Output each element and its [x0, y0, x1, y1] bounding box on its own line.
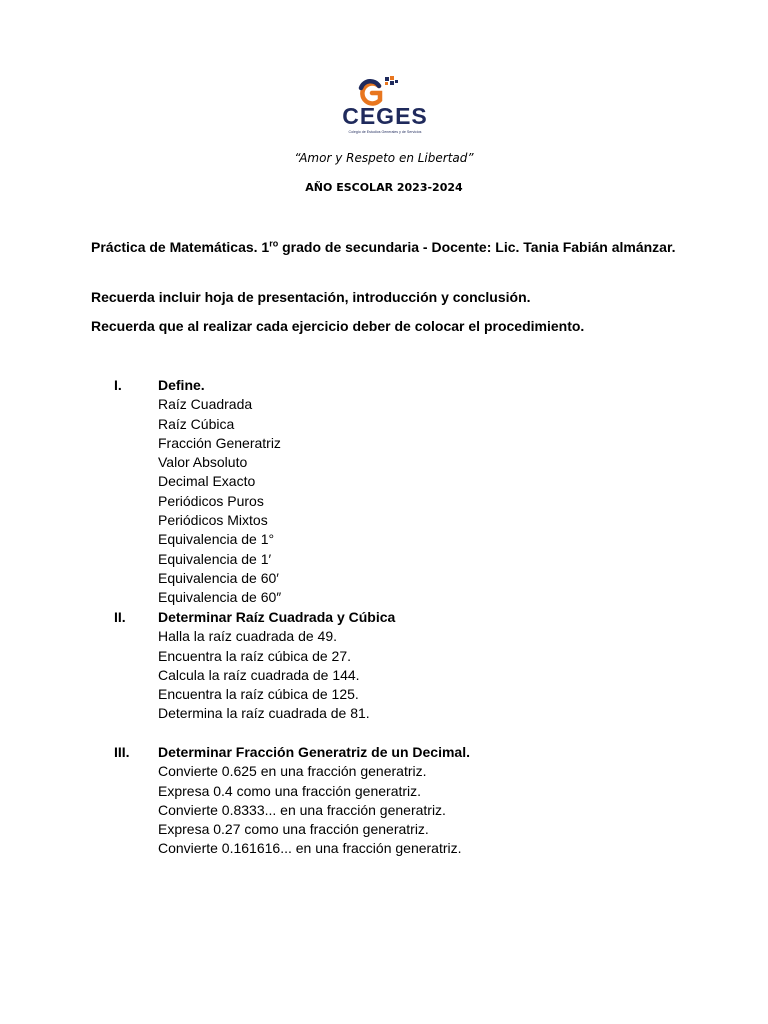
list-item: Equivalencia de 60″ — [158, 589, 282, 606]
list-item: Fracción Generatriz — [158, 434, 281, 451]
list-item: Determina la raíz cuadrada de 81. — [158, 705, 370, 722]
list-item: Calcula la raíz cuadrada de 144. — [158, 666, 360, 683]
school-year: AÑO ESCOLAR 2023-2024 — [305, 181, 463, 194]
list-item: Convierte 0.625 en una fracción generatriz. — [158, 763, 427, 780]
section-define — [158, 376, 718, 608]
section-generatrix — [158, 743, 718, 859]
list-item: Expresa 0.4 como una fracción generatriz. — [158, 782, 422, 799]
list-item: Encuentra la raíz cúbica de 27. — [158, 647, 352, 664]
list-item: Halla la raíz cuadrada de 49. — [158, 628, 337, 645]
list-item: Periódicos Mixtos — [158, 512, 268, 529]
list-item: Convierte 0.8333... en una fracción generatriz. — [158, 801, 446, 818]
logo-wordmark: CEGES — [342, 103, 428, 129]
list-item: Decimal Exacto — [158, 473, 256, 490]
section-title: Determinar Raíz Cuadrada y Cúbica — [158, 609, 396, 625]
school-motto: “Amor y Respeto en Libertad” — [294, 151, 474, 165]
list-item: Raíz Cúbica — [158, 415, 235, 432]
section-roots — [158, 608, 718, 724]
section-title: Determinar Fracción Generatriz de un Decimal. — [158, 744, 470, 760]
list-item: Periódicos Puros — [158, 492, 264, 509]
list-item: Equivalencia de 1° — [158, 531, 275, 548]
reminder-presentation: Recuerda incluir hoja de presentación, introducción y conclusión. — [91, 289, 531, 305]
list-item: Raíz Cuadrada — [158, 396, 253, 413]
section-number: III. — [114, 744, 130, 760]
reminder-procedure: Recuerda que al realizar cada ejercicio deber de colocar el procedimiento. — [91, 318, 585, 334]
list-item: Valor Absoluto — [158, 454, 248, 471]
list-item: Equivalencia de 1′ — [158, 550, 272, 567]
section-title: Define. — [158, 377, 205, 393]
list-item: Equivalencia de 60′ — [158, 569, 279, 586]
list-item: Encuentra la raíz cúbica de 125. — [158, 686, 359, 703]
practice-title: Práctica de Matemáticas. $1^{ro}$ grado de secundaria - Docente: Lic. Tania Fabián almánzar. — [91, 238, 676, 255]
list-item: Convierte 0.161616... en una fracción generatriz. — [158, 840, 462, 857]
list-item: Expresa 0.27 como una fracción generatriz. — [158, 821, 429, 838]
school-logo — [335, 72, 435, 140]
logo-tagline: Colegio de Estudios Generales y de Servicios — [348, 130, 422, 134]
section-number: I. — [114, 377, 122, 393]
section-number: II. — [114, 609, 126, 625]
